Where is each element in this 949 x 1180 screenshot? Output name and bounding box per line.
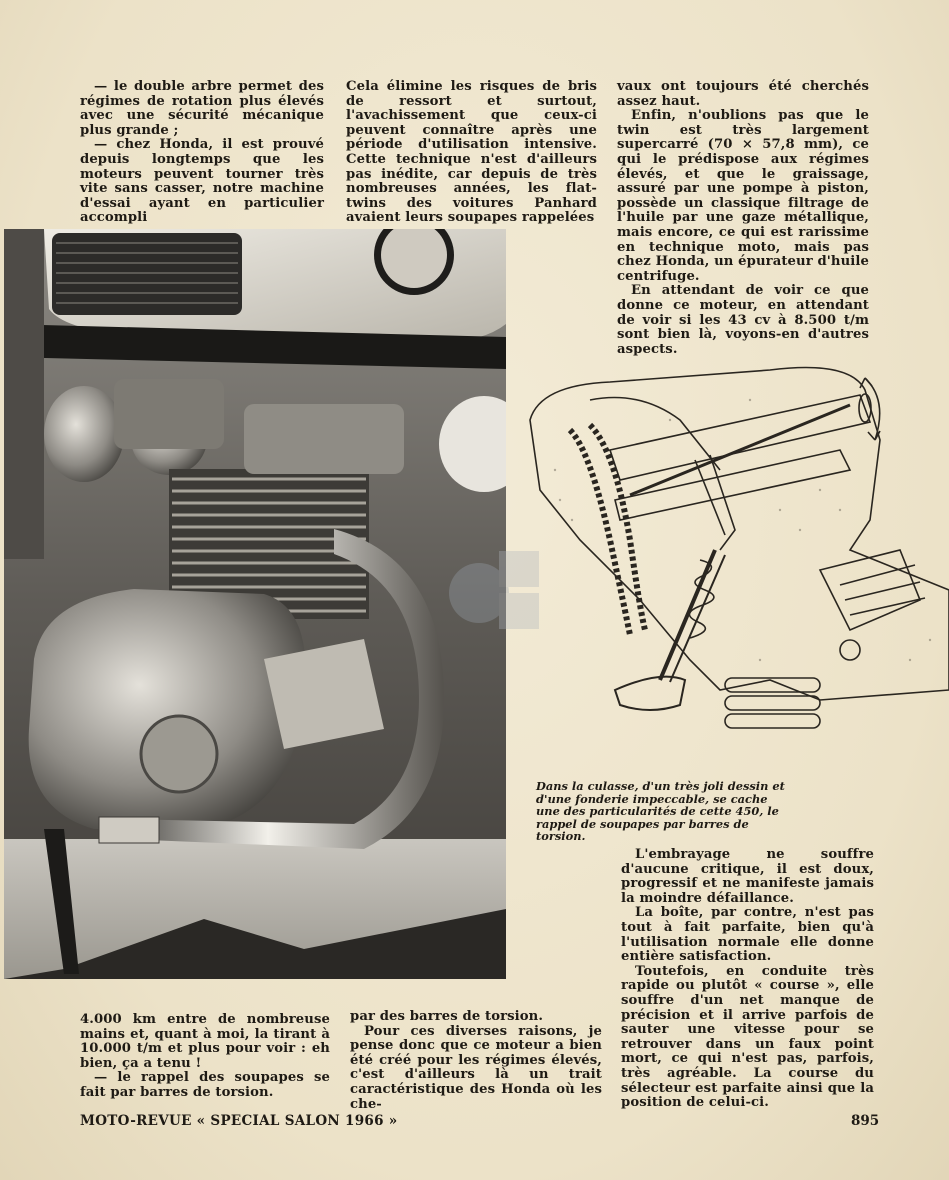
page-number: 895 — [851, 1113, 880, 1129]
paragraph: — le rappel des soupapes se fait par barres de torsion. — [80, 1070, 330, 1100]
column-2-bottom — [350, 1010, 602, 1112]
caption-text: Dans la culasse, d'un très joli dessin et d'une fonderie impeccable, se cache une des particularités de cette 450, le rappel de soupapes par barres de torsion. — [536, 779, 785, 844]
watermark-logo — [444, 543, 544, 635]
column-1-top — [80, 80, 324, 226]
column-3-top — [617, 80, 869, 357]
paragraph: — chez Honda, il est prouvé depuis longtemps que les moteurs peuvent tourner très vite sans casser, notre machine d'essai ayant en particulier accompli — [80, 137, 324, 226]
column-3-bottom — [621, 848, 874, 1111]
column-2-top — [346, 80, 597, 226]
paragraph: La boîte, par contre, n'est pas tout à fait parfaite, bien qu'à l'utilisation normale elle donne entière satisfaction. — [621, 905, 874, 965]
running-footer: MOTO-REVUE « SPECIAL SALON 1966 » — [80, 1113, 398, 1129]
paragraph: Cela élimine les risques de bris de ressort et surtout, l'avachissement que ceux-ci peuvent connaître après une période d'utilisation intensive. Cette technique n'est d'ailleurs pas inédite, car depuis de très nombreuses années, les flat-twins des voitures Panhard avaient leurs soupapes rappelées — [346, 79, 597, 226]
column-1-bottom — [80, 1013, 330, 1101]
drawing-caption — [536, 780, 790, 843]
paragraph: — le double arbre permet des régimes de rotation plus élevés avec une sécurité mécanique plus grande ; — [80, 79, 324, 138]
paragraph: vaux ont toujours été cherchés assez haut. — [617, 79, 869, 109]
paragraph: Enfin, n'oublions pas que le twin est très largement supercarré (70 × 57,8 mm), ce qui le prédispose aux régimes élevés, et que le graissage, assuré par une pompe à piston, possède un classique filtrage de l'huile par une gaze métallique, mais encore, ce qui est rarissime en technique moto, mais pas chez Honda, un épurateur d'huile centrifuge. — [617, 108, 869, 284]
paragraph: En attendant de voir ce que donne ce moteur, en attendant de voir si les 43 cv à 8.500 t/m sont bien là, voyons-en d'autres aspects. — [617, 283, 869, 357]
paragraph: 4.000 km entre de nombreuse mains et, quant à moi, la tirant à 10.000 t/m et plus pour voir : eh bien, ça a tenu ! — [80, 1012, 330, 1071]
paragraph: Toutefois, en conduite très rapide ou plutôt « course », elle souffre d'un net manque de précision et il arrive parfois de sauter une vitesse pour se retrouver dans un faux point mort, ce qui n'est pas, parfois, très agréable. La course du sélecteur est parfaite ainsi que la position de celui-ci. — [621, 963, 874, 1111]
paragraph: L'embrayage ne souffre d'aucune critique, il est doux, progressif et ne manifeste jamais la moindre défaillance. — [621, 847, 874, 906]
paragraph: par des barres de torsion. — [350, 1009, 544, 1024]
paragraph: Pour ces diverses raisons, je pense donc que ce moteur a bien été créé pour les régimes élevés, c'est d'ailleurs là un trait caractéristique des Honda où les che- — [350, 1023, 602, 1112]
engine-photo — [4, 229, 506, 979]
valve-gear-drawing — [520, 360, 949, 785]
